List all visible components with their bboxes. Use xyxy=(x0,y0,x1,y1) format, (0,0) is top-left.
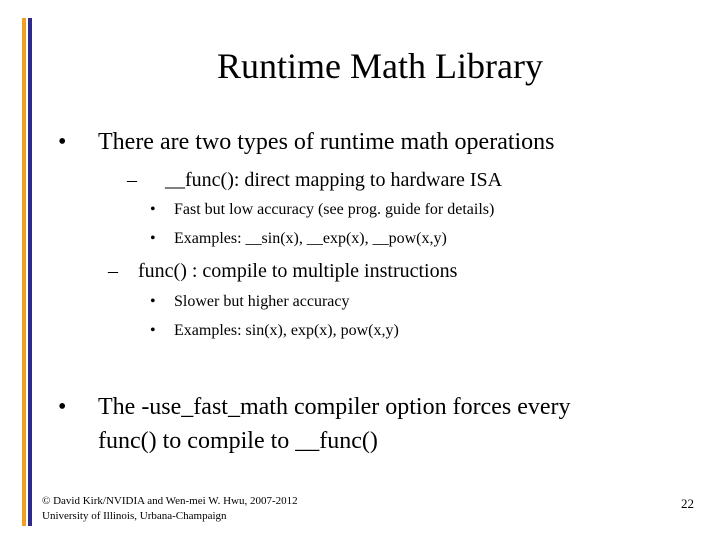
bullet-1-text: There are two types of runtime math operations xyxy=(98,129,555,155)
bullet-marker: • xyxy=(150,293,156,310)
sub-sub-bullet-3-text: Slower but higher accuracy xyxy=(174,293,350,310)
bullet-marker: • xyxy=(58,129,67,155)
footer-line-2: University of Illinois, Urbana-Champaign xyxy=(42,510,227,522)
bullet-marker: • xyxy=(58,394,67,420)
sub-bullet-1-text: __func(): direct mapping to hardware ISA xyxy=(165,169,503,191)
bullet-2-text-line2: func() to compile to __func() xyxy=(98,428,378,454)
slide-title: Runtime Math Library xyxy=(217,46,543,86)
sub-bullet-2-text: func() : compile to multiple instructions xyxy=(138,260,458,282)
dash-marker: – xyxy=(127,169,137,191)
accent-bar-blue xyxy=(28,18,32,526)
accent-bar-orange xyxy=(22,18,26,526)
bullet-marker: • xyxy=(150,230,156,247)
bullet-marker: • xyxy=(150,322,156,339)
sub-sub-bullet-4-text: Examples: sin(x), exp(x), pow(x,y) xyxy=(174,322,399,339)
dash-marker: – xyxy=(108,260,118,282)
footer-copyright xyxy=(42,494,298,524)
footer-line-1: © David Kirk/NVIDIA and Wen-mei W. Hwu, 2007-2012 xyxy=(42,495,298,507)
bullet-2-text-line1: The -use_fast_math compiler option forces every xyxy=(98,394,571,420)
page-number: 22 xyxy=(681,496,694,511)
sub-sub-bullet-2-text: Examples: __sin(x), __exp(x), __pow(x,y) xyxy=(174,230,447,247)
bullet-marker: • xyxy=(150,201,156,218)
sub-sub-bullet-1-text: Fast but low accuracy (see prog. guide for details) xyxy=(174,201,495,218)
